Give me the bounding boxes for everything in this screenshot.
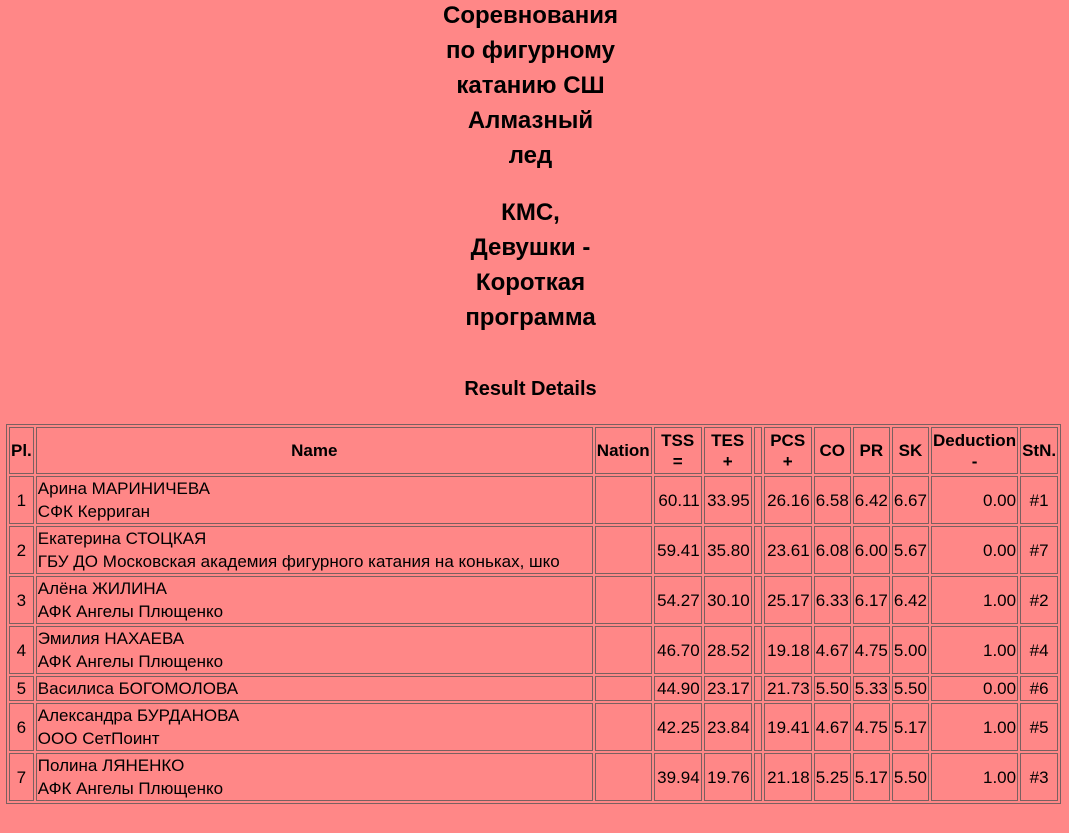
cell-spacer (754, 703, 762, 751)
cell-place: 3 (9, 576, 34, 624)
cell-tes: 23.84 (704, 703, 752, 751)
event-title-line: Соревнования (443, 2, 618, 29)
cell-deduction: 0.00 (931, 526, 1018, 574)
category-title-line: программа (465, 304, 596, 331)
header-tes-operator: + (722, 451, 733, 471)
header-deduction (931, 427, 1018, 474)
table-header-row (9, 427, 1058, 474)
cell-name (36, 676, 593, 701)
cell-spacer (754, 753, 762, 801)
cell-spacer (754, 576, 762, 624)
cell-spacer (754, 476, 762, 524)
cell-name (36, 626, 593, 674)
cell-pr: 4.75 (853, 626, 890, 674)
cell-sk: 6.67 (892, 476, 929, 524)
cell-tes: 28.52 (704, 626, 752, 674)
header-tes (704, 427, 752, 474)
event-title (0, 0, 1061, 173)
cell-tes: 23.17 (704, 676, 752, 701)
cell-tss: 39.94 (654, 753, 702, 801)
skater-name: Арина МАРИНИЧЕВА (37, 479, 210, 498)
cell-start-number: #5 (1020, 703, 1058, 751)
cell-name (36, 476, 593, 524)
skater-name: Екатерина СТОЦКАЯ (37, 529, 207, 548)
header-pr: PR (853, 427, 890, 474)
cell-spacer (754, 526, 762, 574)
cell-tes: 35.80 (704, 526, 752, 574)
cell-pr: 6.00 (853, 526, 890, 574)
cell-place: 1 (9, 476, 34, 524)
cell-co: 4.67 (814, 626, 851, 674)
cell-co: 6.08 (814, 526, 851, 574)
skater-name: Александра БУРДАНОВА (37, 706, 240, 725)
cell-start-number: #2 (1020, 576, 1058, 624)
cell-name (36, 526, 593, 574)
table-row (9, 526, 1058, 574)
cell-name (36, 753, 593, 801)
cell-sk: 5.17 (892, 703, 929, 751)
result-details-heading: Result Details (464, 378, 597, 400)
table-row (9, 626, 1058, 674)
skater-name: Эмилия НАХАЕВА (37, 629, 185, 648)
table-row (9, 576, 1058, 624)
event-title-line: катанию СШ (456, 72, 605, 99)
cell-tes: 33.95 (704, 476, 752, 524)
skater-name: Полина ЛЯНЕНКО (37, 756, 185, 775)
cell-pcs: 19.41 (764, 703, 812, 751)
header-co: CO (814, 427, 851, 474)
cell-deduction: 1.00 (931, 626, 1018, 674)
cell-tss: 59.41 (654, 526, 702, 574)
category-title-line: Короткая (475, 269, 586, 296)
header-start-number: StN. (1020, 427, 1058, 474)
header-deduction-label: Deduction (932, 430, 1017, 450)
cell-place: 6 (9, 703, 34, 751)
header-pcs-label: PCS (770, 430, 806, 450)
cell-co: 5.25 (814, 753, 851, 801)
table-row (9, 676, 1058, 701)
cell-tss: 46.70 (654, 626, 702, 674)
cell-place: 4 (9, 626, 34, 674)
cell-nation (595, 753, 652, 801)
skater-club: АФК Ангелы Плющенко (37, 602, 224, 621)
header-spacer (754, 427, 762, 474)
cell-pr: 5.17 (853, 753, 890, 801)
cell-tss: 44.90 (654, 676, 702, 701)
cell-name (36, 576, 593, 624)
cell-tss: 42.25 (654, 703, 702, 751)
cell-place: 5 (9, 676, 34, 701)
header-name: Name (36, 427, 593, 474)
header-deduction-operator: - (971, 451, 978, 471)
skater-name: Василиса БОГОМОЛОВА (37, 679, 239, 698)
cell-pr: 6.17 (853, 576, 890, 624)
header-pcs (764, 427, 812, 474)
cell-start-number: #1 (1020, 476, 1058, 524)
cell-nation (595, 526, 652, 574)
cell-nation (595, 576, 652, 624)
cell-tss: 60.11 (654, 476, 702, 524)
cell-pcs: 19.18 (764, 626, 812, 674)
cell-pcs: 21.18 (764, 753, 812, 801)
header-nation: Nation (595, 427, 652, 474)
cell-start-number: #6 (1020, 676, 1058, 701)
cell-deduction: 1.00 (931, 753, 1018, 801)
cell-pr: 4.75 (853, 703, 890, 751)
category-title (0, 195, 1061, 335)
header-tss-label: TSS (661, 430, 695, 450)
cell-pcs: 26.16 (764, 476, 812, 524)
cell-deduction: 0.00 (931, 476, 1018, 524)
cell-start-number: #4 (1020, 626, 1058, 674)
cell-spacer (754, 626, 762, 674)
cell-name (36, 703, 593, 751)
cell-co: 4.67 (814, 703, 851, 751)
cell-nation (595, 703, 652, 751)
skater-club: АФК Ангелы Плющенко (37, 779, 224, 798)
cell-sk: 6.42 (892, 576, 929, 624)
cell-co: 5.50 (814, 676, 851, 701)
cell-tss: 54.27 (654, 576, 702, 624)
event-title-line: лед (508, 142, 553, 169)
cell-sk: 5.50 (892, 676, 929, 701)
cell-place: 7 (9, 753, 34, 801)
skater-club: ГБУ ДО Московская академия фигурного катания на коньках, шко (37, 552, 560, 571)
cell-co: 6.33 (814, 576, 851, 624)
event-title-line: Алмазный (467, 107, 594, 134)
cell-sk: 5.67 (892, 526, 929, 574)
cell-spacer (754, 676, 762, 701)
category-title-line: Девушки - (470, 234, 591, 261)
category-title-line: КМС, (501, 199, 560, 226)
skater-club: СФК Керриган (37, 502, 151, 521)
header-pcs-operator: + (782, 451, 793, 471)
cell-start-number: #3 (1020, 753, 1058, 801)
skater-name: Алёна ЖИЛИНА (37, 579, 167, 598)
cell-deduction: 0.00 (931, 676, 1018, 701)
cell-nation (595, 476, 652, 524)
cell-pr: 5.33 (853, 676, 890, 701)
cell-deduction: 1.00 (931, 576, 1018, 624)
skater-club: ООО СетПоинт (37, 729, 160, 748)
cell-tes: 30.10 (704, 576, 752, 624)
event-title-line: по фигурному (446, 37, 615, 64)
header-tss-operator: = (672, 451, 683, 471)
cell-tes: 19.76 (704, 753, 752, 801)
cell-start-number: #7 (1020, 526, 1058, 574)
cell-nation (595, 626, 652, 674)
cell-pcs: 25.17 (764, 576, 812, 624)
cell-nation (595, 676, 652, 701)
cell-pr: 6.42 (853, 476, 890, 524)
table-row (9, 476, 1058, 524)
results-table (6, 424, 1061, 804)
header-sk: SK (892, 427, 929, 474)
cell-co: 6.58 (814, 476, 851, 524)
header-tss (654, 427, 702, 474)
table-row (9, 753, 1058, 801)
cell-sk: 5.50 (892, 753, 929, 801)
cell-pcs: 21.73 (764, 676, 812, 701)
cell-place: 2 (9, 526, 34, 574)
header-place: Pl. (9, 427, 34, 474)
skater-club: АФК Ангелы Плющенко (37, 652, 224, 671)
cell-deduction: 1.00 (931, 703, 1018, 751)
cell-pcs: 23.61 (764, 526, 812, 574)
table-row (9, 703, 1058, 751)
header-tes-label: TES (711, 430, 745, 450)
cell-sk: 5.00 (892, 626, 929, 674)
